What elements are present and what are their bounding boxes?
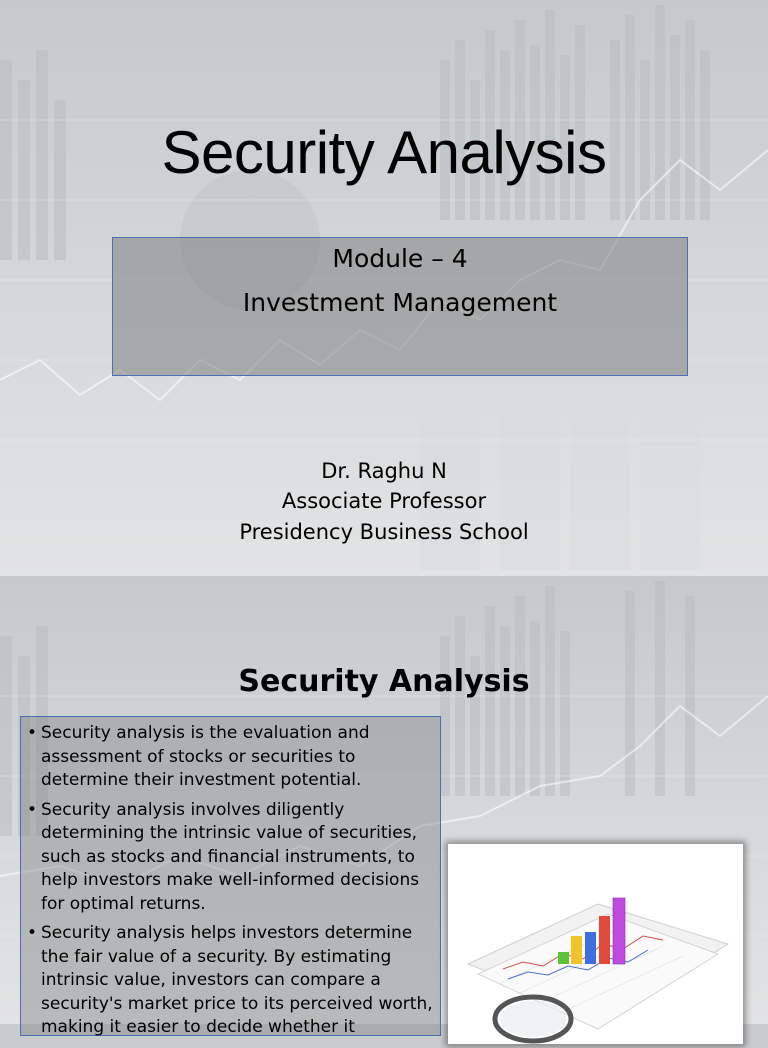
author-name: Dr. Raghu N (321, 459, 447, 483)
author-role: Associate Professor (281, 489, 487, 513)
module-subtitle: Investment Management (242, 288, 558, 317)
bullet-icon: • (27, 799, 38, 820)
bullet-list (21, 717, 440, 1040)
slide-title: Security Analysis (161, 119, 607, 186)
chart-photo (448, 844, 743, 1044)
bullet-box (20, 716, 441, 1036)
bullet-icon: • (27, 923, 38, 943)
bullet-item (27, 922, 434, 1040)
bullet-icon: • (27, 723, 38, 743)
module-box (112, 237, 688, 376)
bar-chart-with-magnifier-icon (448, 844, 743, 1044)
bullet-text: Security analysis is the evaluation and assessment of stocks or securities to determine their investment potential. (41, 723, 370, 790)
bullet-item (27, 722, 434, 793)
content-slide (0, 576, 768, 1037)
slide-title: Security Analysis (238, 664, 530, 699)
bullet-item (27, 799, 434, 917)
bullet-text: Security analysis involves diligently determining the intrinsic value of securities, such as stocks and financial instruments, to help investors make well-informed decisions for optimal returns. (41, 799, 420, 914)
author-organization: Presidency Business School (239, 520, 529, 544)
module-number: Module – 4 (332, 244, 468, 273)
bullet-text: Security analysis helps investors determine the fair value of a security. By estimating intrinsic value, investors can compare a security's market price to its perceived worth, making it easier to decide whether it (41, 923, 433, 1037)
